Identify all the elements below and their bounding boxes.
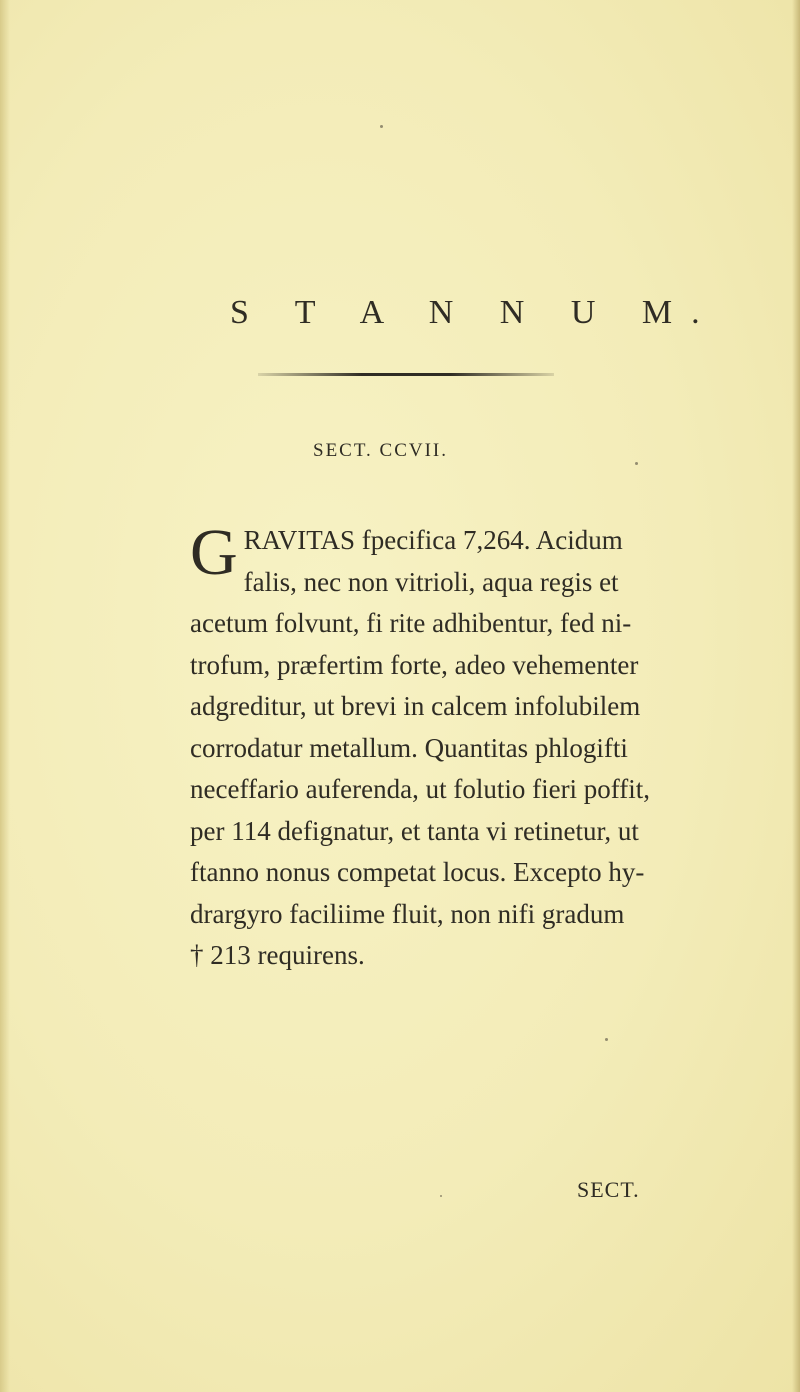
paragraph-line: acetum folvunt, fi rite adhibentur, fed ni-: [190, 608, 632, 638]
catchword: SECT.: [577, 1177, 640, 1202]
paper-speck: [605, 1038, 608, 1041]
paragraph-line: per 114 defignatur, et tanta vi retinetur, ut: [190, 815, 639, 846]
title-rule: [258, 373, 554, 376]
paragraph-line: falis, nec non vitrioli, aqua regis et: [243, 566, 619, 597]
page-left-shadow: [0, 0, 10, 1392]
paragraph-line: trofum, præfertim forte, adeo vehementer: [190, 649, 639, 680]
paragraph-line: drargyro faciliime fluit, non nifi gradum: [190, 898, 625, 929]
drop-cap: G: [190, 516, 238, 589]
paragraph-line: corrodatur metallum. Quantitas phlogifti: [190, 732, 628, 763]
paragraph-line: adgreditur, ut brevi in calcem infolubilem: [190, 691, 641, 721]
body-paragraph: [190, 516, 652, 977]
paper-speck: [380, 125, 383, 128]
paper-speck: [635, 462, 638, 465]
section-heading: SECT. CCVII.: [313, 440, 449, 461]
page-right-shadow: [792, 0, 800, 1392]
page-title: S T A N N U M.: [230, 294, 719, 331]
paragraph-line: RAVITAS fpecifica 7,264. Acidum: [243, 525, 623, 555]
paragraph-line: † 213 requirens.: [190, 940, 365, 970]
paragraph-line: neceffario auferenda, ut folutio fieri poffit,: [190, 774, 651, 804]
paragraph-line: ftanno nonus competat locus. Excepto hy-: [190, 857, 645, 887]
paper-speck: [440, 1195, 442, 1197]
